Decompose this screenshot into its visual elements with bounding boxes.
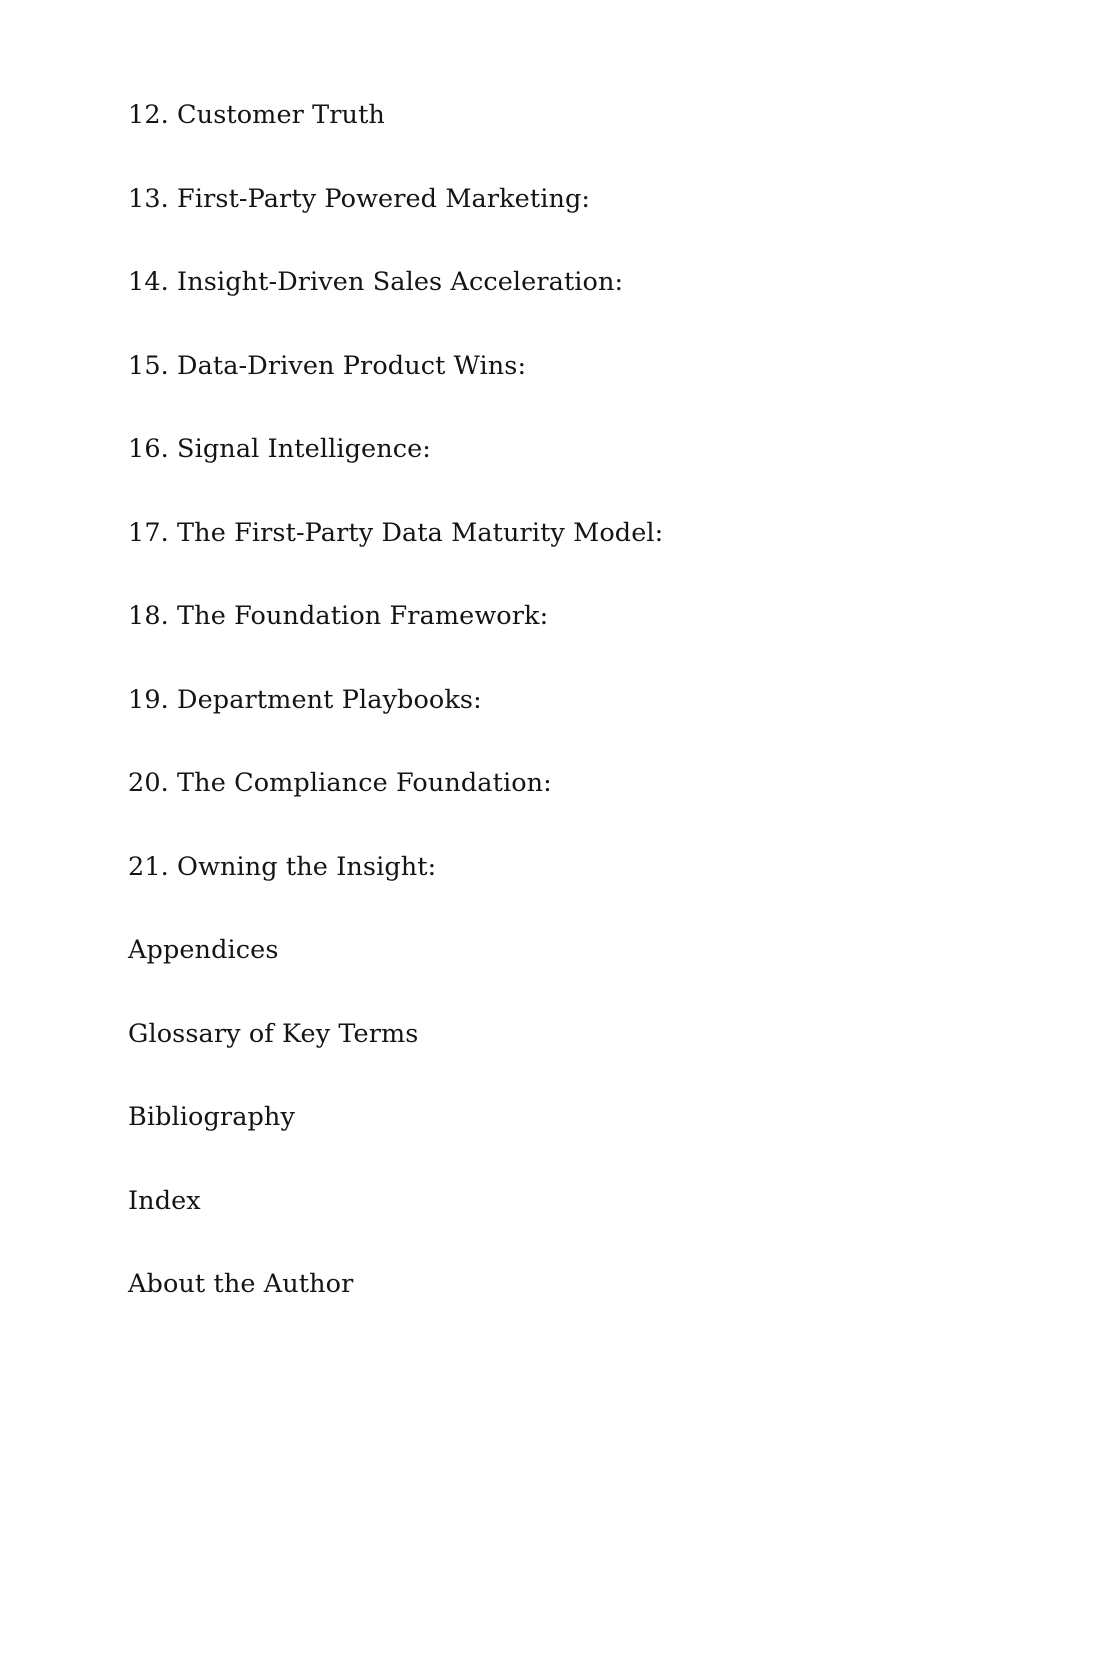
toc-entry-label: Index — [128, 1185, 201, 1216]
toc-entry-label: 20. The Compliance Foundation: — [128, 768, 552, 798]
toc-entry-label: 12. Customer Truth — [128, 100, 385, 130]
toc-entry-label: 13. First-Party Powered Marketing: — [128, 183, 591, 214]
list-item[interactable] — [128, 930, 1008, 1014]
toc-entry-label: 18. The Foundation Framework: — [128, 601, 549, 631]
toc-entry-label: About the Author — [128, 1269, 354, 1299]
toc-entry-label: Bibliography — [128, 1102, 295, 1132]
list-item[interactable] — [128, 680, 1008, 764]
toc-entry-label: 14. Insight-Driven Sales Acceleration: — [128, 267, 624, 297]
toc-entry-label: 15. Data-Driven Product Wins: — [128, 350, 527, 381]
list-item[interactable] — [128, 596, 1008, 680]
toc-entry-label: 16. Signal Intelligence: — [128, 434, 431, 464]
list-item[interactable] — [128, 95, 1008, 179]
list-item[interactable] — [128, 1264, 1008, 1348]
list-item[interactable] — [128, 1014, 1008, 1098]
toc-entry-label: Appendices — [128, 935, 279, 965]
list-item[interactable] — [128, 1181, 1008, 1265]
toc-entry-label: 19. Department Playbooks: — [128, 684, 482, 715]
list-item[interactable] — [128, 847, 1008, 931]
table-of-contents-list — [128, 95, 1008, 1348]
toc-entry-label: 21. Owning the Insight: — [128, 851, 437, 882]
list-item[interactable] — [128, 513, 1008, 597]
list-item[interactable] — [128, 1097, 1008, 1181]
toc-entry-label: 17. The First-Party Data Maturity Model: — [128, 517, 664, 548]
list-item[interactable] — [128, 262, 1008, 346]
list-item[interactable] — [128, 429, 1008, 513]
list-item[interactable] — [128, 763, 1008, 847]
list-item[interactable] — [128, 179, 1008, 263]
toc-entry-label: Glossary of Key Terms — [128, 1018, 419, 1049]
list-item[interactable] — [128, 346, 1008, 430]
